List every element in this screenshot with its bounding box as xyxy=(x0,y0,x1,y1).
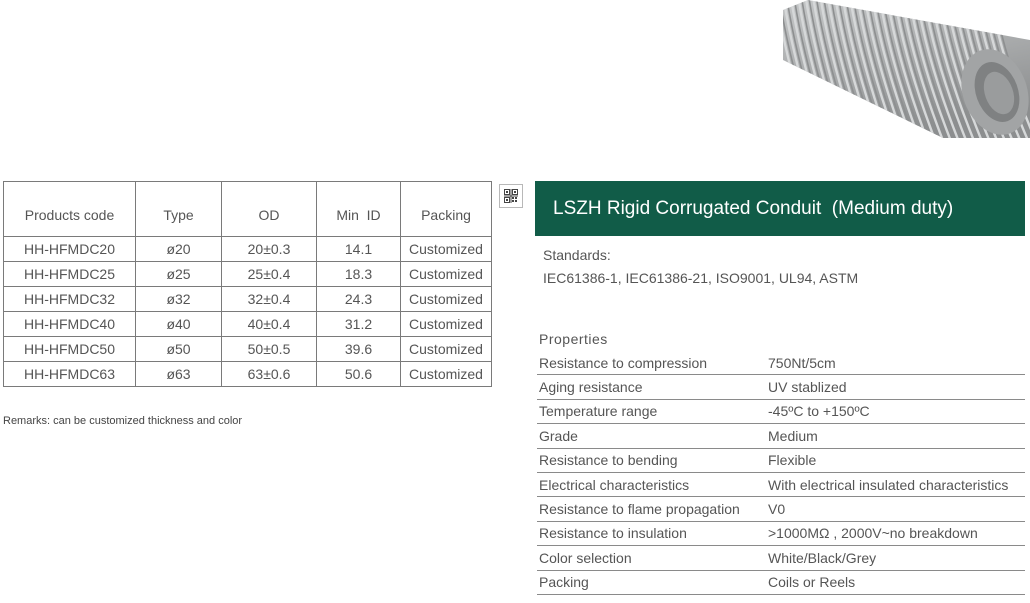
property-row xyxy=(537,449,1025,473)
cell-packing: Customized xyxy=(401,237,492,262)
standards-label: Standards: xyxy=(543,247,611,263)
cell-min-id: 39.6 xyxy=(317,337,401,362)
cell-code: HH-HFMDC40 xyxy=(4,312,136,337)
property-name: Resistance to compression xyxy=(539,354,708,371)
cell-packing: Customized xyxy=(401,337,492,362)
table-row xyxy=(4,287,492,312)
table-row xyxy=(4,337,492,362)
cell-min-id: 24.3 xyxy=(317,287,401,312)
cell-od: 20±0.3 xyxy=(222,237,317,262)
conduit-product-image xyxy=(783,0,1030,138)
cell-od: 50±0.5 xyxy=(222,337,317,362)
header-od: OD xyxy=(222,182,317,237)
product-specification-table xyxy=(3,181,492,387)
header-type: Type xyxy=(136,182,222,237)
header-min-id: Min ID xyxy=(317,182,401,237)
cell-code: HH-HFMDC63 xyxy=(4,362,136,387)
property-value: -45ºC to +150ºC xyxy=(768,403,870,420)
property-name: Grade xyxy=(539,427,578,444)
cell-packing: Customized xyxy=(401,262,492,287)
property-row xyxy=(537,571,1025,595)
cell-od: 25±0.4 xyxy=(222,262,317,287)
cell-packing: Customized xyxy=(401,312,492,337)
cell-code: HH-HFMDC20 xyxy=(4,237,136,262)
table-header-row xyxy=(4,182,492,237)
property-name: Electrical characteristics xyxy=(539,476,690,493)
cell-min-id: 31.2 xyxy=(317,312,401,337)
cell-type: ø50 xyxy=(136,337,222,362)
cell-type: ø40 xyxy=(136,312,222,337)
property-row xyxy=(537,546,1025,570)
remarks-text: Remarks: can be customized thickness and color xyxy=(3,415,243,427)
cell-min-id: 50.6 xyxy=(317,362,401,387)
cell-min-id: 18.3 xyxy=(317,262,401,287)
table-row xyxy=(4,312,492,337)
property-row xyxy=(537,424,1025,448)
property-row xyxy=(537,351,1025,375)
cell-type: ø63 xyxy=(136,362,222,387)
property-row xyxy=(537,400,1025,424)
cell-type: ø32 xyxy=(136,287,222,312)
cell-type: ø25 xyxy=(136,262,222,287)
header-packing: Packing xyxy=(401,182,492,237)
properties-heading: Properties xyxy=(539,331,608,347)
properties-list xyxy=(537,351,1025,595)
property-name: Resistance to flame propagation xyxy=(539,501,740,518)
cell-od: 32±0.4 xyxy=(222,287,317,312)
property-value: UV stablized xyxy=(768,379,847,396)
cell-type: ø20 xyxy=(136,237,222,262)
standards-value: IEC61386-1, IEC61386-21, ISO9001, UL94, ASTM xyxy=(543,270,859,286)
property-value: >1000MΩ , 2000V~no breakdown xyxy=(768,525,978,542)
property-name: Temperature range xyxy=(539,403,658,420)
property-name: Resistance to insulation xyxy=(539,525,687,542)
header-products-code: Products code xyxy=(4,182,136,237)
property-row xyxy=(537,522,1025,546)
cell-code: HH-HFMDC50 xyxy=(4,337,136,362)
property-value: V0 xyxy=(768,501,786,518)
qr-code-icon[interactable] xyxy=(499,184,523,208)
cell-packing: Customized xyxy=(401,287,492,312)
property-row xyxy=(537,497,1025,521)
property-name: Color selection xyxy=(539,549,632,566)
cell-code: HH-HFMDC32 xyxy=(4,287,136,312)
property-name: Packing xyxy=(539,574,589,591)
table-row xyxy=(4,362,492,387)
property-value: Coils or Reels xyxy=(768,574,856,591)
cell-od: 40±0.4 xyxy=(222,312,317,337)
property-value: With electrical insulated characteristics xyxy=(768,476,1009,493)
property-value: White/Black/Grey xyxy=(768,549,877,566)
cell-packing: Customized xyxy=(401,362,492,387)
property-value: Medium xyxy=(768,427,818,444)
property-name: Resistance to bending xyxy=(539,452,678,469)
table-row xyxy=(4,262,492,287)
table-row xyxy=(4,237,492,262)
product-title: LSZH Rigid Corrugated Conduit (Medium duty) xyxy=(535,181,1025,236)
property-row xyxy=(537,375,1025,399)
property-name: Aging resistance xyxy=(539,379,643,396)
cell-code: HH-HFMDC25 xyxy=(4,262,136,287)
property-row xyxy=(537,473,1025,497)
cell-od: 63±0.6 xyxy=(222,362,317,387)
cell-min-id: 14.1 xyxy=(317,237,401,262)
property-value: 750Nt/5cm xyxy=(768,354,836,371)
property-value: Flexible xyxy=(768,452,817,469)
